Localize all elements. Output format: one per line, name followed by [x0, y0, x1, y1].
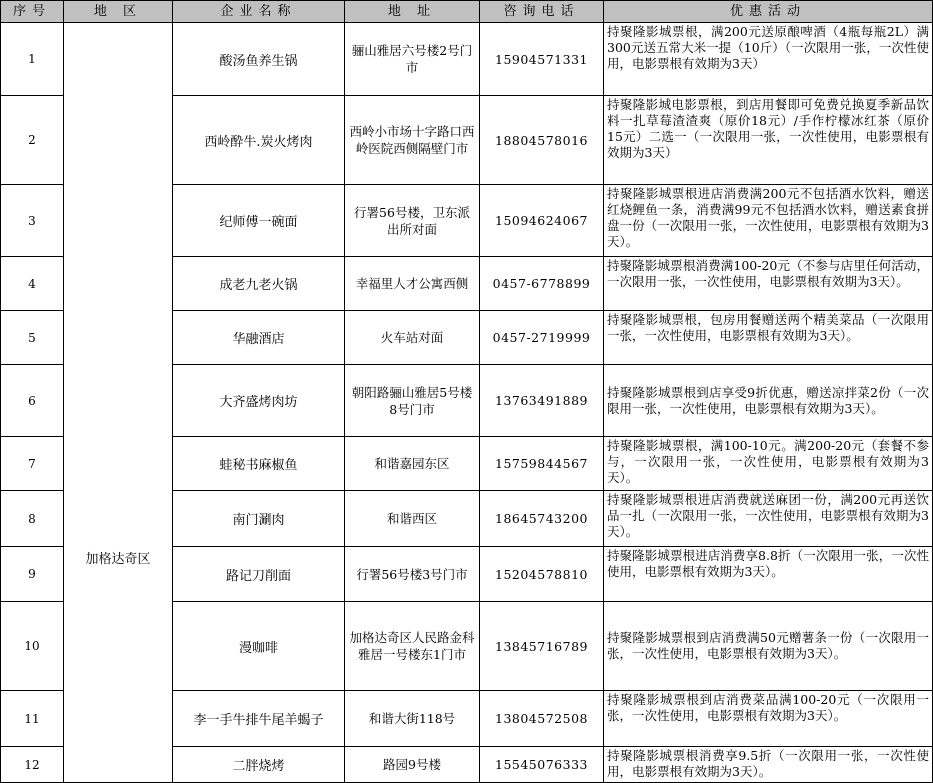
row-no: 3 — [1, 185, 64, 257]
company-phone: 15204578810 — [480, 547, 604, 602]
header-no: 序号 — [1, 1, 64, 23]
row-no: 6 — [1, 365, 64, 437]
company-name: 西岭酔牛.炭火烤肉 — [173, 96, 345, 185]
company-promo: 持聚隆影城票根进店消费满200元不包括酒水饮料，赠送红烧鲤鱼一条，消费满99元不包括酒水饮料，赠送素食拼盘一份（一次限用一张，一次性使用，电影票根有效期为3天）。 — [604, 185, 933, 257]
company-address: 骊山雅居六号楼2号门市 — [345, 23, 480, 96]
company-address: 火车站对面 — [345, 311, 480, 365]
header-row — [1, 1, 933, 23]
company-promo: 持聚隆影城电影票根，到店用餐即可免费兑换夏季新品饮料一扎草莓渣渣爽（原价18元）/手作柠檬冰红茶（原价15元）二选一（一次限用一张，一次性使用，电影票根有效期为3天） — [604, 96, 933, 185]
row-no: 12 — [1, 747, 64, 783]
company-name: 漫咖啡 — [173, 602, 345, 691]
company-address: 加格达奇区人民路金科雅居一号楼东1门市 — [345, 602, 480, 691]
company-name: 李一手牛排牛尾羊蝎子 — [173, 691, 345, 747]
company-promo: 持聚隆影城票根到店享受9折优惠，赠送凉拌菜2份（一次限用一张，一次性使用，电影票根有效期为3天）。 — [604, 365, 933, 437]
company-address: 和谐大街118号 — [345, 691, 480, 747]
row-no: 5 — [1, 311, 64, 365]
company-name: 酸汤鱼养生锅 — [173, 23, 345, 96]
company-phone: 18645743200 — [480, 491, 604, 547]
company-promo: 持聚隆影城票根，满100-10元。满200-20元（套餐不参与，一次限用一张，一次性使用，电影票根有效期为3天）。 — [604, 437, 933, 491]
region-cell: 加格达奇区 — [64, 23, 173, 783]
row-no: 10 — [1, 602, 64, 691]
company-phone: 13845716789 — [480, 602, 604, 691]
company-promo: 持聚隆影城票根进店消费享8.8折（一次限用一张，一次性使用，电影票根有效期为3天）。 — [604, 547, 933, 602]
row-no: 11 — [1, 691, 64, 747]
company-phone: 18804578016 — [480, 96, 604, 185]
header-promo: 优惠活动 — [604, 1, 933, 23]
company-name: 华融酒店 — [173, 311, 345, 365]
company-address: 和谐西区 — [345, 491, 480, 547]
company-promo: 持聚隆影城票根，包房用餐赠送两个精美菜品（一次限用一张，一次性使用，电影票根有效期为3天）。 — [604, 311, 933, 365]
company-address: 朝阳路骊山雅居5号楼8号门市 — [345, 365, 480, 437]
company-name: 路记刀削面 — [173, 547, 345, 602]
company-promo: 持聚隆影城票根，满200元送原酿啤酒（4瓶每瓶2L）满300元送五常大米一提（10斤）（一次限用一张，一次性使用，电影票根有效期为3天） — [604, 23, 933, 96]
company-phone: 0457-6778899 — [480, 257, 604, 311]
row-no: 4 — [1, 257, 64, 311]
company-promo: 持聚隆影城票根进店消费就送麻团一份，满200元再送饮品一扎（一次限用一张，一次性使用，电影票根有效期为3天）。 — [604, 491, 933, 547]
company-phone: 15904571331 — [480, 23, 604, 96]
company-promo: 持聚隆影城票根消费享9.5折（一次限用一张，一次性使用，电影票根有效期为3天）。 — [604, 747, 933, 783]
company-address: 西岭小市场十字路口西岭医院西侧隔壁门市 — [345, 96, 480, 185]
company-address: 行署56号楼3号门市 — [345, 547, 480, 602]
company-phone: 0457-2719999 — [480, 311, 604, 365]
company-promo: 持聚隆影城票根到店消费满50元赠薯条一份（一次限用一张，一次性使用，电影票根有效期为3天）。 — [604, 602, 933, 691]
company-phone: 15759844567 — [480, 437, 604, 491]
header-company: 企业名称 — [173, 1, 345, 23]
row-no: 7 — [1, 437, 64, 491]
header-region: 地 区 — [64, 1, 173, 23]
company-phone: 13804572508 — [480, 691, 604, 747]
company-name: 大齐盛烤肉坊 — [173, 365, 345, 437]
row-no: 1 — [1, 23, 64, 96]
company-promo: 持聚隆影城票根消费满100-20元（不参与店里任何活动，一次限用一张，一次性使用，电影票根有效期为3天）。 — [604, 257, 933, 311]
company-phone: 15545076333 — [480, 747, 604, 783]
company-promo: 持聚隆影城票根到店消费菜品满100-20元（一次限用一张，一次性使用，电影票根有效期为3天）。 — [604, 691, 933, 747]
company-address: 和谐嘉园东区 — [345, 437, 480, 491]
row-no: 9 — [1, 547, 64, 602]
company-address: 幸福里人才公寓西侧 — [345, 257, 480, 311]
company-name: 南门涮肉 — [173, 491, 345, 547]
row-no: 2 — [1, 96, 64, 185]
table-row — [1, 23, 933, 96]
company-name: 成老九老火锅 — [173, 257, 345, 311]
company-name: 蛙秘书麻椒鱼 — [173, 437, 345, 491]
company-name: 纪师傅一碗面 — [173, 185, 345, 257]
row-no: 8 — [1, 491, 64, 547]
company-name: 二胖烧烤 — [173, 747, 345, 783]
header-phone: 咨询电话 — [480, 1, 604, 23]
company-phone: 13763491889 — [480, 365, 604, 437]
company-address: 路园9号楼 — [345, 747, 480, 783]
company-phone: 15094624067 — [480, 185, 604, 257]
company-address: 行署56号楼，卫东派出所对面 — [345, 185, 480, 257]
header-address: 地 址 — [345, 1, 480, 23]
